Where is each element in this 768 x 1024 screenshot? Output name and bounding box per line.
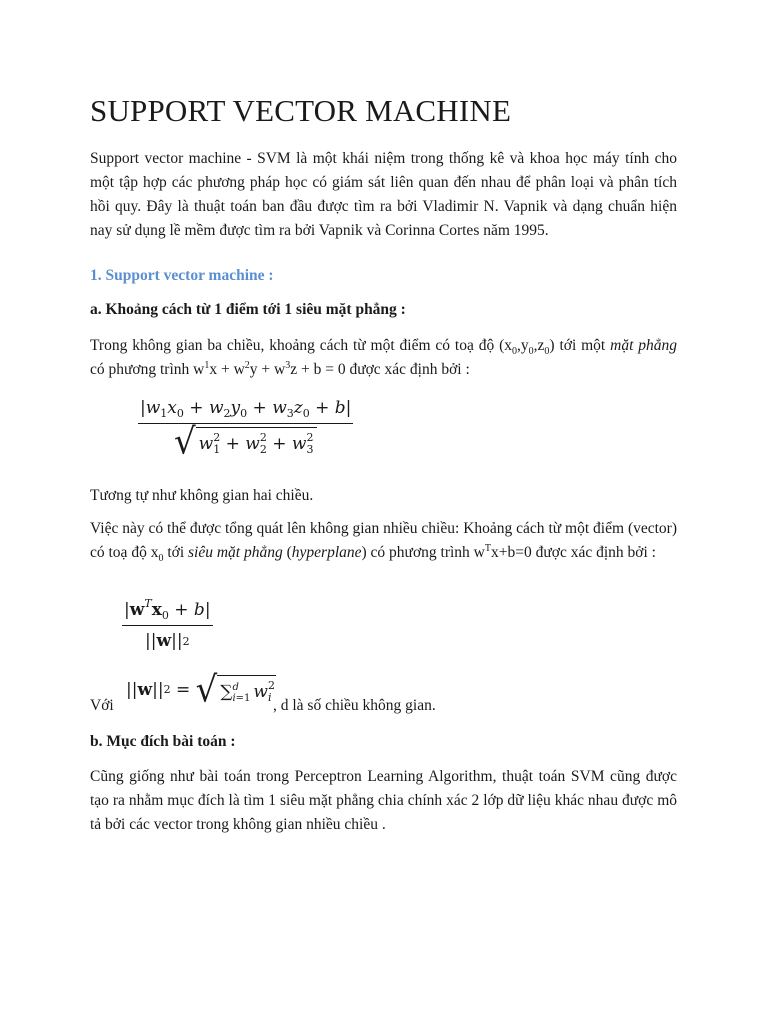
voi-label: Với	[90, 697, 114, 714]
formula-point-plane-distance: $|w_1x_0 + w_2y_0 + w_3z_0 + b|$ √ $w^2_1 + w^2_2 + w^2_3$	[140, 398, 352, 463]
paragraph-3d-distance: Trong không gian ba chiều, khoảng cách từ một điểm có toạ độ $(x_0,y_0,z_0)$ tới một mặt phẳng có phương trình $w^1x + w^2y + w^3z + b = 0$ được xác định bởi :	[90, 337, 677, 378]
paragraph-2d: Tương tự như không gian hai chiều.	[90, 487, 314, 504]
section-heading-1: 1. Support vector machine :	[90, 267, 274, 284]
paragraph-nd-distance: Việc này có thể được tổng quát lên không gian nhiều chiều: Khoảng cách từ một điểm (vector) có toạ độ $x_0$ tới siêu mặt phẳng (hyperplane) có phương trình $w^Tx+b=0$ được xác định bởi :	[90, 520, 677, 565]
formula-l2-norm: || w || 2 = √ ∑ d i=1 $w^2_i$	[126, 668, 275, 711]
intro-paragraph: Support vector machine - SVM là một khái niệm trong thống kê và khoa học máy tính cho một tập hợp các phương pháp học có giám sát liên quan đến nhau để phân loại và phân tích hồi quy. Đây là thuật toán ban đầu được tìm ra bởi Vladimir N. Vapnik và dạng chuẩn hiện nay sử dụng lề mềm được tìm ra bởi Vapnik và Corinna Cortes năm 1995.	[90, 150, 677, 239]
subsection-heading-b: b. Mục đích bài toán :	[90, 733, 236, 750]
norm-definition-row	[90, 668, 677, 714]
subsection-heading-a: a. Khoảng cách từ 1 điểm tới 1 siêu mặt phẳng :	[90, 301, 406, 318]
formula-hyperplane-distance: $|w^Tx_0 + b|$ || w || 2	[124, 597, 211, 651]
norm-dimension-note: , d là số chiều không gian.	[273, 697, 436, 714]
document-title: SUPPORT VECTOR MACHINE	[90, 93, 512, 128]
paragraph-purpose: Cũng giống như bài toán trong Perceptron Learning Algorithm, thuật toán SVM cũng được tạo ra nhằm mục đích là tìm 1 siêu mặt phẳng chia chính xác 2 lớp dữ liệu khác nhau được mô tả bởi các vector trong không gian nhiều chiều .	[90, 768, 677, 833]
